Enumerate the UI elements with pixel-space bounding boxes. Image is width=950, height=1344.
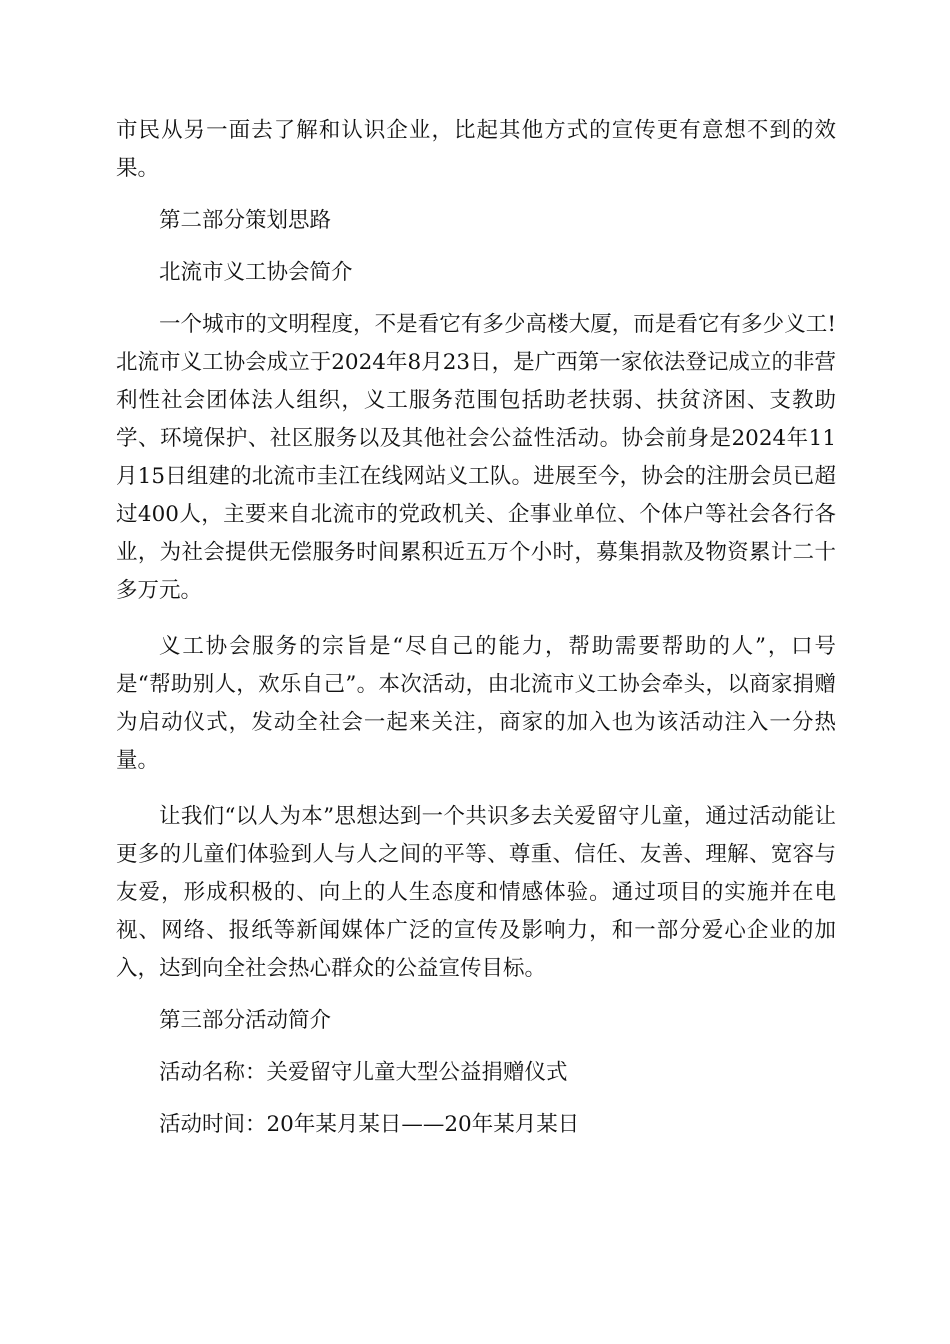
paragraph-association-purpose: 义工协会服务的宗旨是“尽自己的能力，帮助需要帮助的人”，口号是“帮助别人，欢乐自己”。本次活动，由北流市义工协会牵头，以商家捐赠为启动仪式，发动全社会一起来关注，商家的加入也为该活动注入一分热量。 <box>116 634 836 773</box>
document-page <box>116 112 836 1144</box>
subheading-association-intro: 北流市义工协会简介 <box>159 260 353 285</box>
activity-name-line: 活动名称：关爱留守儿童大型公益捐赠仪式 <box>159 1060 568 1085</box>
paragraph-activity-goals: 让我们“以人为本”思想达到一个共识多去关爱留守儿童，通过活动能让更多的儿童们体验到人与人之间的平等、尊重、信任、友善、理解、宽容与友爱，形成积极的、向上的人生态度和情感体验。通过项目的实施并在电视、网络、报纸等新闻媒体广泛的宣传及影响力，和一部分爱心企业的加入，达到向全社会热心群众的公益宣传目标。 <box>116 804 836 981</box>
section-heading-part-three: 第三部分活动简介 <box>159 1008 332 1033</box>
activity-time-line: 活动时间：20年某月某日——20年某月某日 <box>159 1112 580 1137</box>
section-heading-part-two: 第二部分策划思路 <box>159 208 332 233</box>
paragraph-intro-continuation: 市民从另一面去了解和认识企业，比起其他方式的宣传更有意想不到的效果。 <box>116 118 836 181</box>
paragraph-association-description: 一个城市的文明程度，不是看它有多少高楼大厦，而是看它有多少义工!北流市义工协会成立于2024年8月23日，是广西第一家依法登记成立的非营利性社会团体法人组织，义工服务范围包括助老扶弱、扶贫济困、支教助学、环境保护、社区服务以及其他社会公益性活动。协会前身是2024年11月15日组建的北流市圭江在线网站义工队。进展至今，协会的注册会员已超过400人，主要来自北流市的党政机关、企事业单位、个体户等社会各行各业，为社会提供无偿服务时间累积近五万个小时，募集捐款及物资累计二十多万元。 <box>116 312 836 603</box>
